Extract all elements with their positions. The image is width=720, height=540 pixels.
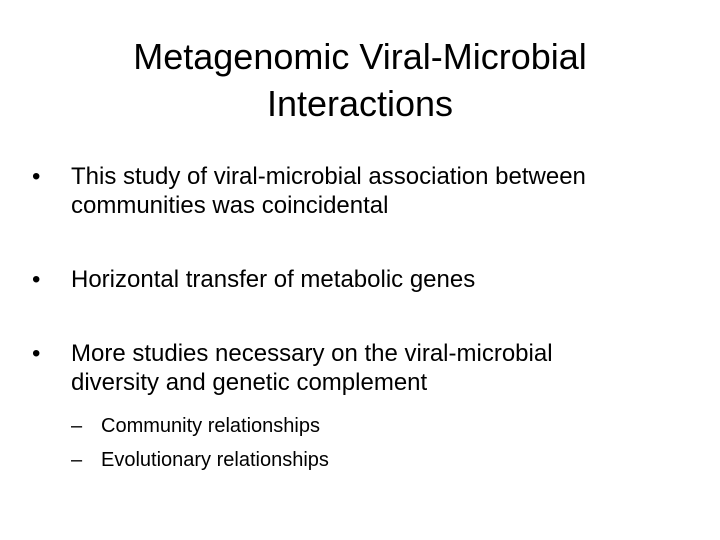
bullet-item-more-studies xyxy=(32,339,692,477)
bullet-line: communities was coincidental xyxy=(71,192,389,219)
slide-title xyxy=(60,33,660,127)
sub-bullet-text: Evolutionary relationships xyxy=(101,449,329,471)
slide-title-line-1: Metagenomic Viral-Microbial xyxy=(133,36,587,77)
bullet-line: This study of viral-microbial association between xyxy=(71,163,586,190)
sub-bullet-marker: – xyxy=(71,415,83,437)
bullet-marker: • xyxy=(32,340,41,367)
bullet-text xyxy=(71,339,692,397)
slide-title-line-2: Interactions xyxy=(266,83,454,124)
sub-bullet-marker: – xyxy=(71,449,83,471)
bullet-line: diversity and genetic complement xyxy=(71,369,428,396)
bullet-text xyxy=(71,162,692,220)
bullet-line: Horizontal transfer of metabolic genes xyxy=(71,266,476,293)
sub-bullet-community xyxy=(71,409,692,443)
sub-bullet-text: Community relationships xyxy=(101,415,320,437)
bullet-line: More studies necessary on the viral-microbial xyxy=(71,340,553,367)
bullet-text xyxy=(71,265,692,294)
bullet-marker: • xyxy=(32,266,41,293)
bullet-item-study xyxy=(32,162,692,220)
sub-bullet-evolutionary xyxy=(71,443,692,477)
bullet-marker: • xyxy=(32,163,41,190)
bullet-list xyxy=(32,162,692,477)
bullet-item-horizontal-transfer xyxy=(32,265,692,294)
sub-bullet-list xyxy=(71,409,692,477)
